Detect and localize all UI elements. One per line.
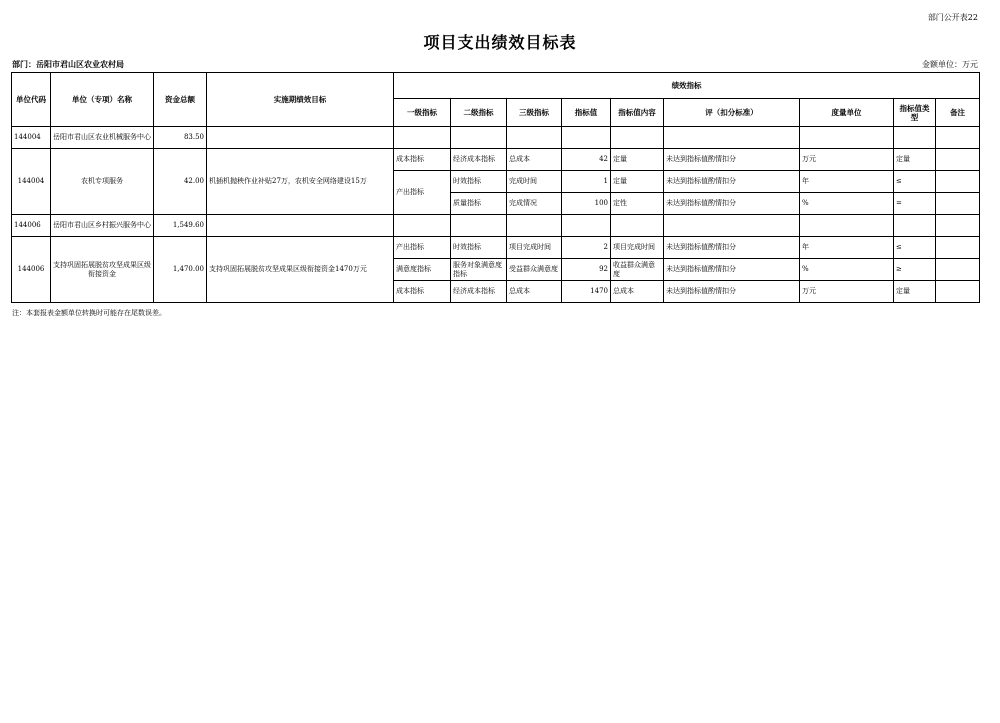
table-row	[12, 215, 980, 237]
level3-indicator: 总成本	[507, 281, 562, 303]
indicator-value-content: 收益群众满意度	[611, 259, 664, 281]
indicator-value: 100	[562, 193, 611, 215]
level1-indicator: 满意度指标	[394, 259, 451, 281]
indicator-value: 1	[562, 171, 611, 193]
level3-indicator: 完成情况	[507, 193, 562, 215]
header-value-content: 指标值内容	[611, 99, 664, 127]
header-performance: 绩效指标	[394, 73, 980, 99]
level2-indicator: 经济成本指标	[451, 149, 507, 171]
level1-indicator: 成本指标	[394, 281, 451, 303]
remark	[936, 193, 980, 215]
department-label: 部门：岳阳市君山区农业农村局	[12, 59, 124, 69]
value-type: ≥	[894, 259, 936, 281]
remark	[936, 171, 980, 193]
table-row	[12, 237, 980, 259]
header-row-1	[12, 73, 980, 99]
level3-indicator: 总成本	[507, 149, 562, 171]
header-unit-name: 单位（专项）名称	[51, 73, 154, 127]
footnote: 注：本套报表金额单位转换时可能存在尾数误差。	[12, 309, 166, 317]
unit-amount: 83.50	[154, 127, 207, 149]
project-name: 农机专项服务	[51, 149, 154, 215]
level3-indicator: 项目完成时间	[507, 237, 562, 259]
header-value: 指标值	[562, 99, 611, 127]
level3-indicator: 完成时间	[507, 171, 562, 193]
project-goal: 支持巩固拓展脱贫攻坚成果区级衔接资金1470万元	[207, 237, 394, 303]
performance-table	[11, 72, 980, 303]
header-remark: 备注	[936, 99, 980, 127]
measure-unit: 年	[800, 237, 894, 259]
level1-indicator: 产出指标	[394, 237, 451, 259]
measure-unit: 万元	[800, 149, 894, 171]
unit-code: 144006	[12, 215, 51, 237]
project-amount: 1,470.00	[154, 237, 207, 303]
project-name: 支持巩固拓展脱贫攻坚成果区级衔接资金	[51, 237, 154, 303]
measure-unit: 年	[800, 171, 894, 193]
header-total-funds: 资金总额	[154, 73, 207, 127]
header-measure-unit: 度量单位	[800, 99, 894, 127]
measure-unit: 万元	[800, 281, 894, 303]
remark	[936, 237, 980, 259]
project-code: 144006	[12, 237, 51, 303]
level1-indicator: 产出指标	[394, 171, 451, 215]
project-code: 144004	[12, 149, 51, 215]
indicator-value: 92	[562, 259, 611, 281]
header-level3: 三级指标	[507, 99, 562, 127]
level3-indicator: 受益群众满意度	[507, 259, 562, 281]
amount-unit-label: 金额单位：万元	[922, 60, 978, 69]
table-row	[12, 149, 980, 171]
document-number: 部门公开表22	[927, 13, 978, 22]
scoring-criteria: 未达到指标值酌情扣分	[664, 281, 800, 303]
unit-amount: 1,549.60	[154, 215, 207, 237]
level2-indicator: 服务对象满意度指标	[451, 259, 507, 281]
remark	[936, 149, 980, 171]
project-goal: 机插机抛秧作业补贴27万，农机安全网络建设15万	[207, 149, 394, 215]
value-type: =	[894, 193, 936, 215]
header-level2: 二级指标	[451, 99, 507, 127]
project-amount: 42.00	[154, 149, 207, 215]
scoring-criteria: 未达到指标值酌情扣分	[664, 237, 800, 259]
unit-name: 岳阳市君山区农业机械服务中心	[51, 127, 154, 149]
indicator-value-content: 总成本	[611, 281, 664, 303]
value-type: 定量	[894, 149, 936, 171]
value-type: ≤	[894, 171, 936, 193]
indicator-value-content: 定性	[611, 193, 664, 215]
value-type: ≤	[894, 237, 936, 259]
header-criteria: 评（扣分标准）	[664, 99, 800, 127]
remark	[936, 281, 980, 303]
page-title: 项目支出绩效目标表	[423, 33, 577, 52]
level2-indicator: 经济成本指标	[451, 281, 507, 303]
value-type: 定量	[894, 281, 936, 303]
level2-indicator: 质量指标	[451, 193, 507, 215]
scoring-criteria: 未达到指标值酌情扣分	[664, 259, 800, 281]
indicator-value: 1470	[562, 281, 611, 303]
table-row	[12, 127, 980, 149]
header-goal: 实施期绩效目标	[207, 73, 394, 127]
measure-unit: %	[800, 193, 894, 215]
level2-indicator: 时效指标	[451, 237, 507, 259]
scoring-criteria: 未达到指标值酌情扣分	[664, 149, 800, 171]
indicator-value-content: 项目完成时间	[611, 237, 664, 259]
header-level1: 一级指标	[394, 99, 451, 127]
indicator-value: 2	[562, 237, 611, 259]
indicator-value-content: 定量	[611, 149, 664, 171]
measure-unit: %	[800, 259, 894, 281]
unit-code: 144004	[12, 127, 51, 149]
indicator-value: 42	[562, 149, 611, 171]
scoring-criteria: 未达到指标值酌情扣分	[664, 171, 800, 193]
indicator-value-content: 定量	[611, 171, 664, 193]
level2-indicator: 时效指标	[451, 171, 507, 193]
remark	[936, 259, 980, 281]
scoring-criteria: 未达到指标值酌情扣分	[664, 193, 800, 215]
header-unit-code: 单位代码	[12, 73, 51, 127]
unit-name: 岳阳市君山区乡村振兴服务中心	[51, 215, 154, 237]
level1-indicator: 成本指标	[394, 149, 451, 171]
header-value-type: 指标值类型	[894, 99, 936, 127]
